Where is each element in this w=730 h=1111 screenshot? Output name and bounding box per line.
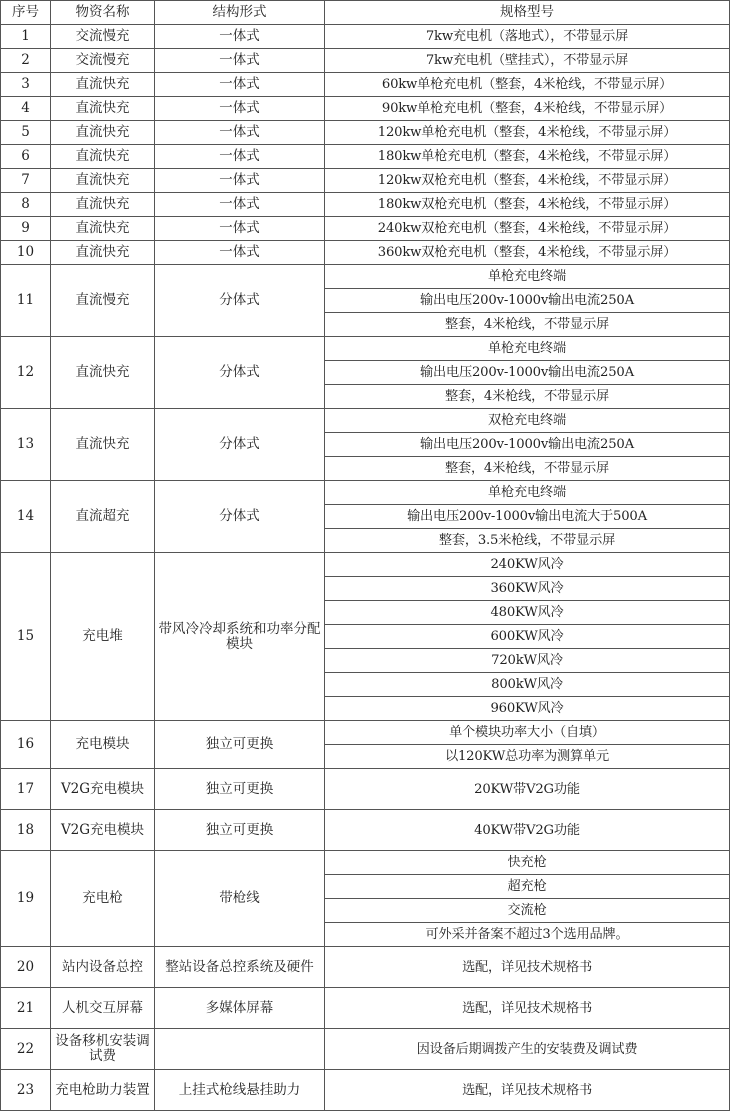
structure-form: 带风冷冷却系统和功率分配模块 (155, 553, 325, 721)
spec-model: 180kw单枪充电机（整套，4米枪线，不带显示屏） (325, 145, 730, 169)
table-row (1, 1029, 730, 1070)
structure-form: 一体式 (155, 241, 325, 265)
spec-model: 整套，4米枪线，不带显示屏 (325, 457, 730, 481)
table-row (1, 49, 730, 73)
material-name: 交流慢充 (51, 25, 155, 49)
spec-model: 40KW带V2G功能 (325, 810, 730, 851)
table-row (1, 169, 730, 193)
structure-form (155, 1029, 325, 1070)
spec-model: 240kw双枪充电机（整套，4米枪线，不带显示屏） (325, 217, 730, 241)
table-row (1, 851, 730, 875)
material-name: 直流快充 (51, 169, 155, 193)
structure-form: 整站设备总控系统及硬件 (155, 947, 325, 988)
structure-form: 多媒体屏幕 (155, 988, 325, 1029)
material-name: 充电模块 (51, 721, 155, 769)
spec-model: 单个模块功率大小（自填） (325, 721, 730, 745)
row-number: 5 (1, 121, 51, 145)
row-number: 1 (1, 25, 51, 49)
row-number: 21 (1, 988, 51, 1029)
material-name: 直流快充 (51, 241, 155, 265)
row-number: 14 (1, 481, 51, 553)
row-number: 23 (1, 1070, 51, 1111)
spec-model: 双枪充电终端 (325, 409, 730, 433)
table-row (1, 217, 730, 241)
spec-model: 交流枪 (325, 899, 730, 923)
table-row (1, 145, 730, 169)
structure-form: 上挂式枪线悬挂助力 (155, 1070, 325, 1111)
spec-model: 超充枪 (325, 875, 730, 899)
col-header-spec: 规格型号 (325, 1, 730, 25)
table-row (1, 409, 730, 433)
spec-model: 整套，3.5米枪线，不带显示屏 (325, 529, 730, 553)
spec-model: 240KW风冷 (325, 553, 730, 577)
structure-form: 分体式 (155, 337, 325, 409)
table-row (1, 73, 730, 97)
row-number: 2 (1, 49, 51, 73)
material-name: 交流慢充 (51, 49, 155, 73)
row-number: 4 (1, 97, 51, 121)
row-number: 7 (1, 169, 51, 193)
row-number: 8 (1, 193, 51, 217)
row-number: 22 (1, 1029, 51, 1070)
spec-model: 以120KW总功率为测算单元 (325, 745, 730, 769)
structure-form: 一体式 (155, 169, 325, 193)
structure-form: 独立可更换 (155, 810, 325, 851)
spec-model: 单枪充电终端 (325, 265, 730, 289)
col-header-structure: 结构形式 (155, 1, 325, 25)
spec-model: 选配，详见技术规格书 (325, 1070, 730, 1111)
spec-model: 60kw单枪充电机（整套，4米枪线，不带显示屏） (325, 73, 730, 97)
header-row (1, 1, 730, 25)
spec-model: 输出电压200v-1000v输出电流250A (325, 289, 730, 313)
table-row (1, 481, 730, 505)
spec-model: 360kw双枪充电机（整套，4米枪线，不带显示屏） (325, 241, 730, 265)
spec-model: 600KW风冷 (325, 625, 730, 649)
spec-model: 输出电压200v-1000v输出电流250A (325, 433, 730, 457)
row-number: 15 (1, 553, 51, 721)
material-name: 直流快充 (51, 121, 155, 145)
spec-model: 7kw充电机（壁挂式），不带显示屏 (325, 49, 730, 73)
structure-form: 带枪线 (155, 851, 325, 947)
material-name: 直流快充 (51, 337, 155, 409)
table-body (1, 25, 730, 1111)
spec-model: 可外采并备案不超过3个选用品牌。 (325, 923, 730, 947)
material-name: 设备移机安装调试费 (51, 1029, 155, 1070)
spec-model: 720kW风冷 (325, 649, 730, 673)
structure-form: 分体式 (155, 481, 325, 553)
row-number: 16 (1, 721, 51, 769)
material-name: V2G充电模块 (51, 810, 155, 851)
spec-model: 960KW风冷 (325, 697, 730, 721)
material-name: 直流快充 (51, 409, 155, 481)
spec-model: 90kw单枪充电机（整套，4米枪线，不带显示屏） (325, 97, 730, 121)
spec-model: 输出电压200v-1000v输出电流大于500A (325, 505, 730, 529)
row-number: 19 (1, 851, 51, 947)
table-row (1, 810, 730, 851)
structure-form: 一体式 (155, 49, 325, 73)
spec-model: 输出电压200v-1000v输出电流250A (325, 361, 730, 385)
structure-form: 一体式 (155, 121, 325, 145)
spec-model: 整套，4米枪线，不带显示屏 (325, 385, 730, 409)
material-name: 直流快充 (51, 145, 155, 169)
table-row (1, 947, 730, 988)
structure-form: 分体式 (155, 265, 325, 337)
structure-form: 一体式 (155, 145, 325, 169)
structure-form: 一体式 (155, 73, 325, 97)
row-number: 3 (1, 73, 51, 97)
material-name: 直流快充 (51, 97, 155, 121)
spec-model: 7kw充电机（落地式），不带显示屏 (325, 25, 730, 49)
table-row (1, 721, 730, 745)
material-name: 站内设备总控 (51, 947, 155, 988)
material-name: 充电堆 (51, 553, 155, 721)
row-number: 17 (1, 769, 51, 810)
spec-model: 快充枪 (325, 851, 730, 875)
row-number: 11 (1, 265, 51, 337)
structure-form: 一体式 (155, 97, 325, 121)
row-number: 10 (1, 241, 51, 265)
spec-model: 单枪充电终端 (325, 337, 730, 361)
structure-form: 分体式 (155, 409, 325, 481)
material-name: V2G充电模块 (51, 769, 155, 810)
table-row (1, 241, 730, 265)
spec-model: 180kw双枪充电机（整套，4米枪线，不带显示屏） (325, 193, 730, 217)
material-name: 直流快充 (51, 73, 155, 97)
material-name: 直流慢充 (51, 265, 155, 337)
spec-model: 480KW风冷 (325, 601, 730, 625)
col-header-name: 物资名称 (51, 1, 155, 25)
col-header-no: 序号 (1, 1, 51, 25)
row-number: 20 (1, 947, 51, 988)
structure-form: 一体式 (155, 217, 325, 241)
spec-model: 120kw双枪充电机（整套，4米枪线，不带显示屏） (325, 169, 730, 193)
spec-model: 选配，详见技术规格书 (325, 988, 730, 1029)
row-number: 12 (1, 337, 51, 409)
structure-form: 独立可更换 (155, 769, 325, 810)
material-name: 直流快充 (51, 217, 155, 241)
structure-form: 一体式 (155, 25, 325, 49)
table-row (1, 553, 730, 577)
spec-model: 120kw单枪充电机（整套，4米枪线，不带显示屏） (325, 121, 730, 145)
table-row (1, 988, 730, 1029)
spec-model: 选配，详见技术规格书 (325, 947, 730, 988)
spec-model: 因设备后期调拨产生的安装费及调试费 (325, 1029, 730, 1070)
material-name: 充电枪助力装置 (51, 1070, 155, 1111)
spec-model: 360KW风冷 (325, 577, 730, 601)
material-name: 充电枪 (51, 851, 155, 947)
material-name: 直流超充 (51, 481, 155, 553)
table-row (1, 97, 730, 121)
material-name: 直流快充 (51, 193, 155, 217)
row-number: 6 (1, 145, 51, 169)
table-row (1, 769, 730, 810)
material-name: 人机交互屏幕 (51, 988, 155, 1029)
table-row (1, 265, 730, 289)
structure-form: 一体式 (155, 193, 325, 217)
row-number: 13 (1, 409, 51, 481)
table-row (1, 193, 730, 217)
table-row (1, 1070, 730, 1111)
row-number: 9 (1, 217, 51, 241)
spec-model: 800kW风冷 (325, 673, 730, 697)
structure-form: 独立可更换 (155, 721, 325, 769)
table-row (1, 337, 730, 361)
table-row (1, 25, 730, 49)
row-number: 18 (1, 810, 51, 851)
spec-model: 整套，4米枪线，不带显示屏 (325, 313, 730, 337)
table-row (1, 121, 730, 145)
spec-model: 20KW带V2G功能 (325, 769, 730, 810)
spec-model: 单枪充电终端 (325, 481, 730, 505)
